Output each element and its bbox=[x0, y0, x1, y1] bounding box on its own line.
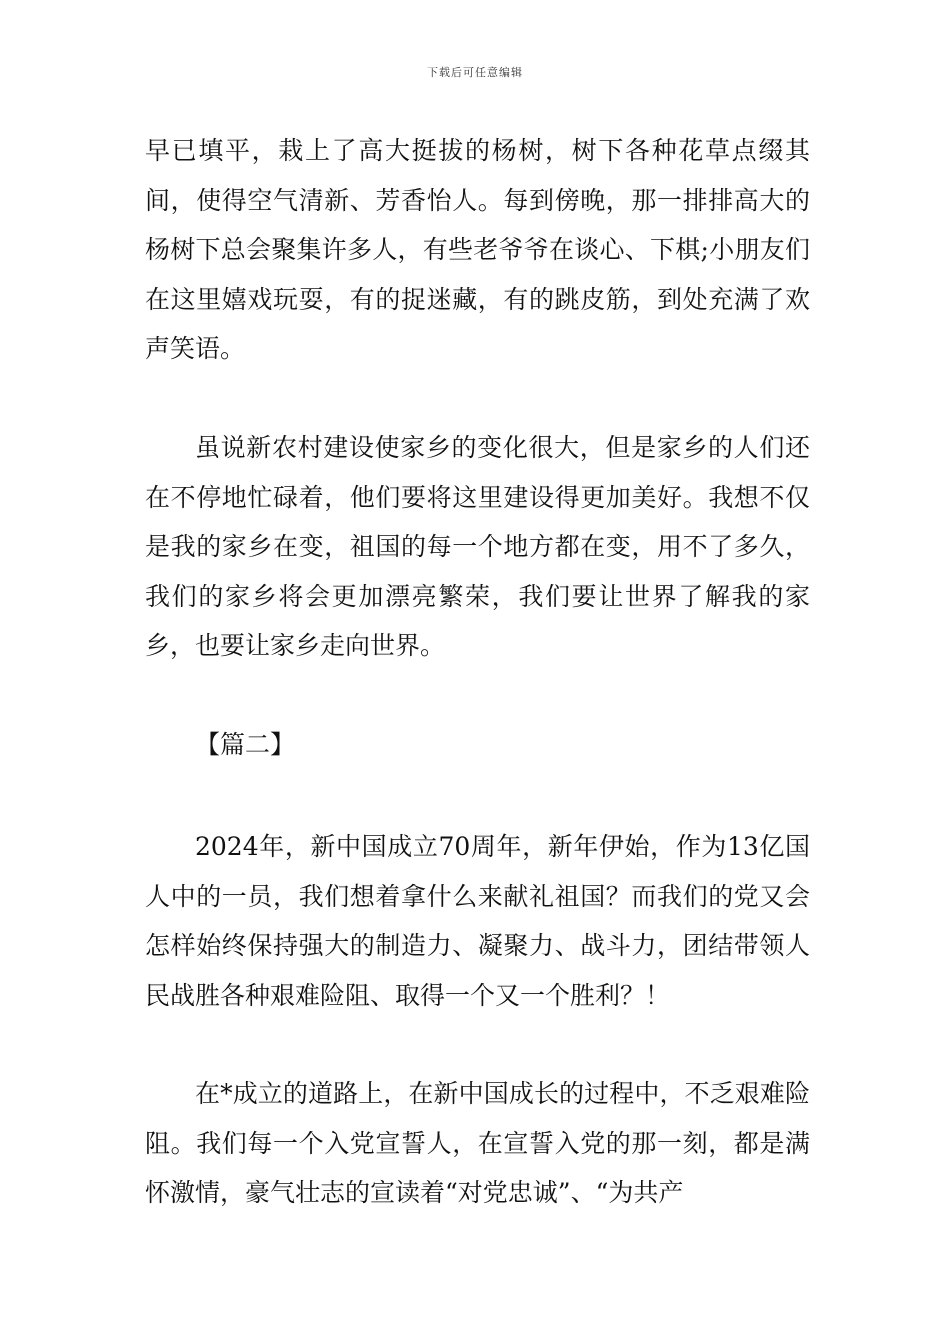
paragraph-1: 早已填平，栽上了高大挺拔的杨树，树下各种花草点缀其间，使得空气清新、芳香怡人。每到傍晚，那一排排高大的杨树下总会聚集许多人，有些老爷爷在谈心、下棋;小朋友们在这里嬉戏玩耍，有的捉迷藏，有的跳皮筋，到处充满了欢声笑语。 bbox=[145, 136, 810, 363]
section-title: 【篇二】 bbox=[195, 730, 296, 759]
paragraph-4: 在*成立的道路上，在新中国成长的过程中，不乏艰难险阻。我们每一个入党宣誓人，在宣誓入党的那一刻，都是满怀激情，豪气壮志的宣读着“对党忠诚”、“为共产 bbox=[145, 1079, 810, 1207]
paragraph-3: 2024年，新中国成立70周年，新年伊始，作为13亿国人中的一员，我们想着拿什么来献礼祖国？而我们的党又会怎样始终保持强大的制造力、凝聚力、战斗力，团结带领人民战胜各种艰难险阻、取得一个又一个胜利？！ bbox=[145, 832, 810, 1010]
page-header: 下载后可任意编辑 bbox=[427, 66, 523, 79]
paragraph-2: 虽说新农村建设使家乡的变化很大，但是家乡的人们还在不停地忙碌着，他们要将这里建设得更加美好。我想不仅是我的家乡在变，祖国的每一个地方都在变，用不了多久，我们的家乡将会更加漂亮繁荣，我们要让世界了解我的家乡，也要让家乡走向世界。 bbox=[145, 433, 810, 660]
